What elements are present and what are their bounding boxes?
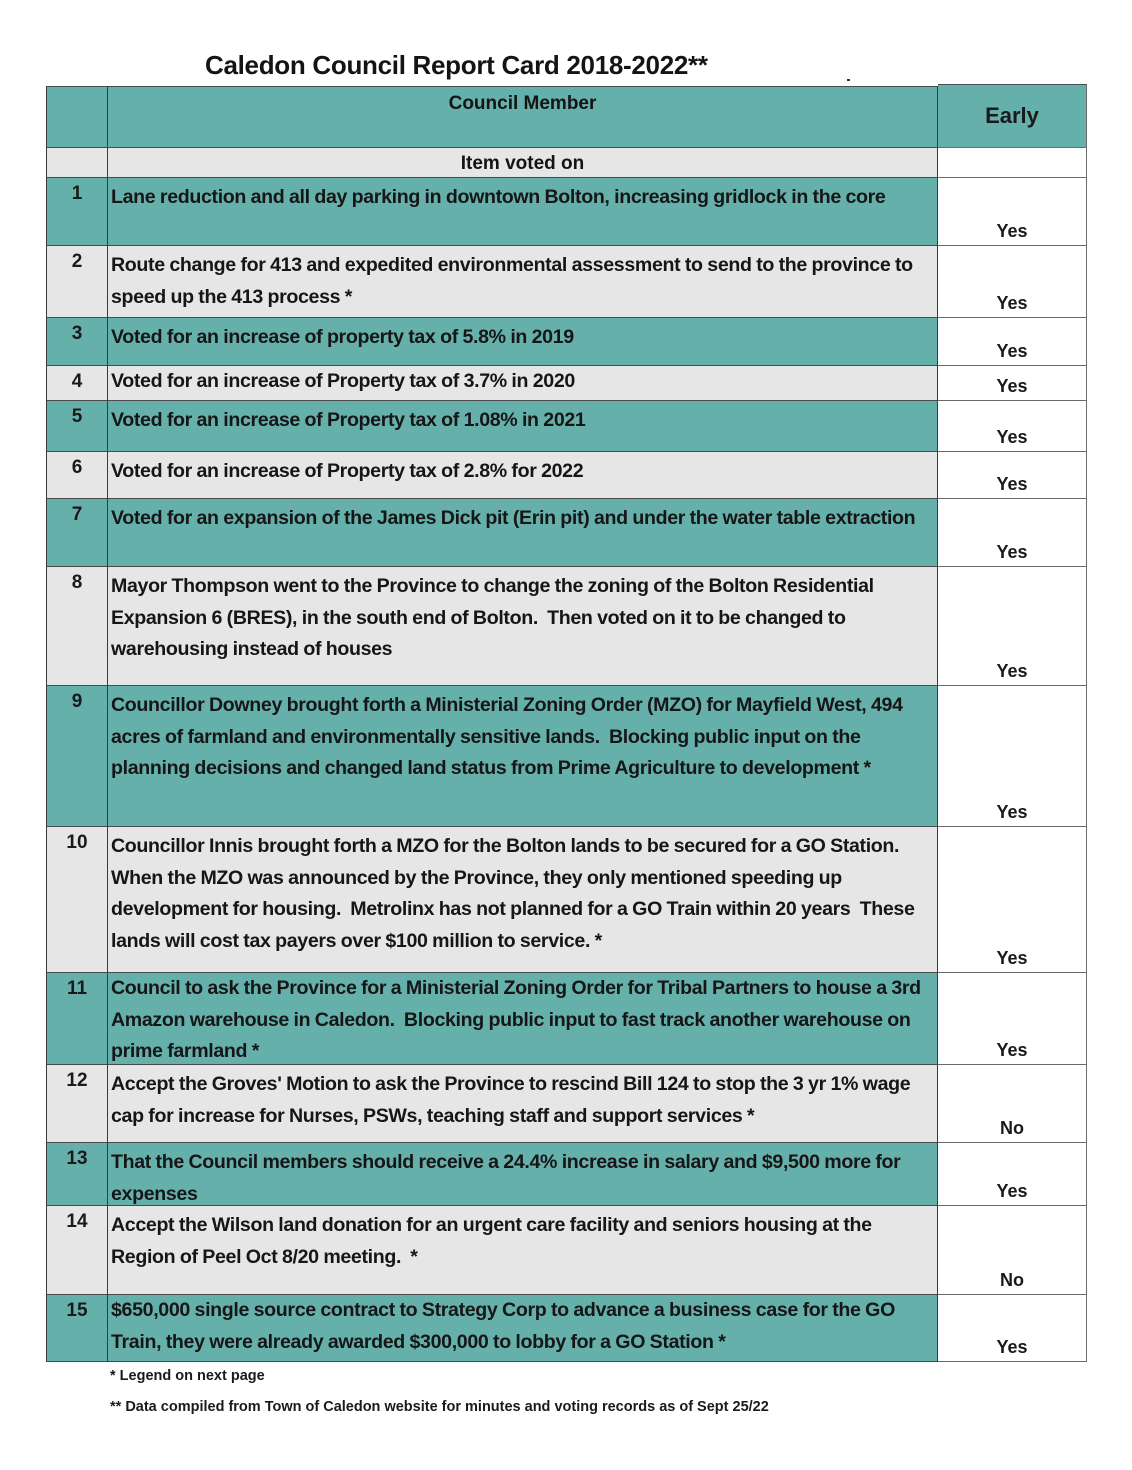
item-text: Accept the Wilson land donation for an urgent care facility and seniors housing at the Region of Peel Oct 8/20 meeting. * <box>111 1214 877 1268</box>
item-text: Councillor Downey brought forth a Ministerial Zoning Order (MZO) for Mayfield West, 494 acres of farmland and environmentally sensitive lands. Blocking public input on the planning decisions and changed land status from Prime Agriculture to development * <box>111 694 908 780</box>
item-text-cell <box>108 1143 938 1206</box>
table-header-row <box>46 86 1087 148</box>
row-number: 8 <box>71 572 83 593</box>
stray-mark <box>847 79 850 81</box>
table-row <box>46 499 1087 567</box>
vote-value: Yes <box>996 341 1028 361</box>
report-card-table <box>46 86 1087 1362</box>
table-row <box>46 246 1087 318</box>
vote-value: Yes <box>996 221 1028 241</box>
table-row <box>46 366 1087 401</box>
footnote-source: ** Data compiled from Town of Caledon website for minutes and voting records as of Sept 25/22 <box>110 1399 769 1415</box>
vote-cell <box>938 1206 1087 1295</box>
row-number: 5 <box>71 406 83 427</box>
item-num-cell <box>46 148 108 178</box>
table-row <box>46 178 1087 246</box>
item-text: Lane reduction and all day parking in downtown Bolton, increasing gridlock in the core <box>111 186 886 208</box>
row-number: 10 <box>66 832 88 853</box>
row-number: 11 <box>66 978 88 999</box>
vote-value: No <box>1000 1118 1024 1138</box>
vote-value: Yes <box>996 474 1028 494</box>
vote-cell <box>938 452 1087 499</box>
footnote-legend: * Legend on next page <box>110 1368 265 1384</box>
table-row <box>46 973 1087 1065</box>
item-text: Accept the Groves' Motion to ask the Province to rescind Bill 124 to stop the 3 yr 1% wage cap for increase for Nurses, PSWs, teaching staff and support services * <box>111 1073 915 1127</box>
member-name: Early <box>985 103 1039 128</box>
item-text-cell <box>108 686 938 827</box>
vote-cell <box>938 366 1087 401</box>
item-text-cell <box>108 567 938 686</box>
vote-cell <box>938 401 1087 452</box>
row-number-cell <box>46 178 108 246</box>
row-number-cell <box>46 366 108 401</box>
vote-cell <box>938 1065 1087 1143</box>
vote-cell <box>938 178 1087 246</box>
vote-value: Yes <box>996 1337 1028 1357</box>
item-text: Voted for an increase of Property tax of 1.08% in 2021 <box>111 409 586 431</box>
item-text: $650,000 single source contract to Strategy Corp to advance a business case for the GO Train, they were already awarded $300,000 to lobby for a GO Station * <box>111 1299 900 1353</box>
item-text-cell <box>108 318 938 366</box>
row-number-cell <box>46 1295 108 1362</box>
item-text: Mayor Thompson went to the Province to change the zoning of the Bolton Residential Expansion 6 (BRES), in the south end of Bolton. Then voted on it to be changed to warehousing instead of houses <box>111 575 879 661</box>
vote-cell <box>938 1143 1087 1206</box>
table-body <box>46 178 1087 1362</box>
row-number: 9 <box>71 691 83 712</box>
row-number: 2 <box>71 251 83 272</box>
row-number: 15 <box>66 1300 88 1321</box>
row-number: 1 <box>71 183 83 204</box>
row-number-cell <box>46 827 108 973</box>
vote-cell <box>938 1295 1087 1362</box>
vote-value: Yes <box>996 948 1028 968</box>
item-text: Route change for 413 and expedited environmental assessment to send to the province to speed up the 413 process * <box>111 254 918 308</box>
header-member-cell <box>938 84 1087 148</box>
row-number: 12 <box>66 1070 88 1091</box>
vote-cell <box>938 246 1087 318</box>
row-number-cell <box>46 499 108 567</box>
item-text-cell <box>108 452 938 499</box>
council-member-label: Council Member <box>448 93 597 114</box>
item-text: Council to ask the Province for a Ministerial Zoning Order for Tribal Partners to house a 3rd Amazon warehouse in Caledon. Blocking public input to fast track another warehouse on prime farmland * <box>111 977 925 1063</box>
vote-value: Yes <box>996 293 1028 313</box>
item-text: Councillor Innis brought forth a MZO for the Bolton lands to be secured for a GO Station. When the MZO was announced by the Province, they only mentioned speeding up development for housing. Metrolinx has not planned for a GO Train within 20 years These lands will cost tax payers over $100 million to service. * <box>111 835 920 952</box>
row-number-cell <box>46 567 108 686</box>
vote-value: Yes <box>996 802 1028 822</box>
vote-value: Yes <box>996 427 1028 447</box>
row-number: 7 <box>71 504 83 525</box>
item-text-cell <box>108 401 938 452</box>
vote-cell <box>938 827 1087 973</box>
table-row <box>46 452 1087 499</box>
vote-cell <box>938 318 1087 366</box>
vote-cell <box>938 499 1087 567</box>
row-number-cell <box>46 452 108 499</box>
item-text-cell <box>108 827 938 973</box>
table-row <box>46 827 1087 973</box>
item-voted-on-row <box>46 148 1087 178</box>
item-text-cell <box>108 499 938 567</box>
item-text: Voted for an increase of Property tax of 3.7% in 2020 <box>111 370 575 392</box>
item-label-cell <box>108 148 938 178</box>
vote-value: No <box>1000 1270 1024 1290</box>
report-title: Caledon Council Report Card 2018-2022** <box>205 50 708 80</box>
item-text: Voted for an increase of Property tax of 2.8% for 2022 <box>111 460 584 482</box>
table-row <box>46 318 1087 366</box>
vote-cell <box>938 973 1087 1065</box>
row-number-cell <box>46 1143 108 1206</box>
item-text-cell <box>108 246 938 318</box>
item-vote-cell <box>938 148 1087 178</box>
vote-cell <box>938 567 1087 686</box>
header-num-cell <box>46 86 108 148</box>
row-number: 4 <box>71 371 83 392</box>
item-text-cell <box>108 1295 938 1362</box>
item-voted-on-label: Item voted on <box>460 153 585 174</box>
item-text-cell <box>108 178 938 246</box>
row-number: 13 <box>66 1148 88 1169</box>
row-number-cell <box>46 318 108 366</box>
row-number: 6 <box>71 457 83 478</box>
row-number-cell <box>46 686 108 827</box>
table-row <box>46 401 1087 452</box>
table-row <box>46 1295 1087 1362</box>
table-row <box>46 1065 1087 1143</box>
row-number-cell <box>46 973 108 1065</box>
item-text-cell <box>108 366 938 401</box>
row-number-cell <box>46 1206 108 1295</box>
row-number-cell <box>46 246 108 318</box>
vote-value: Yes <box>996 542 1028 562</box>
vote-cell <box>938 686 1087 827</box>
table-row <box>46 567 1087 686</box>
vote-value: Yes <box>996 661 1028 681</box>
item-text-cell <box>108 973 938 1065</box>
row-number: 3 <box>71 323 83 344</box>
table-row <box>46 686 1087 827</box>
header-council-member-cell <box>108 86 938 148</box>
item-text-cell <box>108 1065 938 1143</box>
vote-value: Yes <box>996 1181 1028 1201</box>
table-row <box>46 1143 1087 1206</box>
row-number-cell <box>46 1065 108 1143</box>
item-text: That the Council members should receive a 24.4% increase in salary and $9,500 more for expenses <box>111 1151 906 1205</box>
vote-value: Yes <box>996 376 1028 396</box>
table-row <box>46 1206 1087 1295</box>
vote-value: Yes <box>996 1040 1028 1060</box>
row-number: 14 <box>66 1211 88 1232</box>
item-text-cell <box>108 1206 938 1295</box>
item-text: Voted for an increase of property tax of 5.8% in 2019 <box>111 326 574 348</box>
row-number-cell <box>46 401 108 452</box>
item-text: Voted for an expansion of the James Dick pit (Erin pit) and under the water table extraction <box>111 507 916 529</box>
